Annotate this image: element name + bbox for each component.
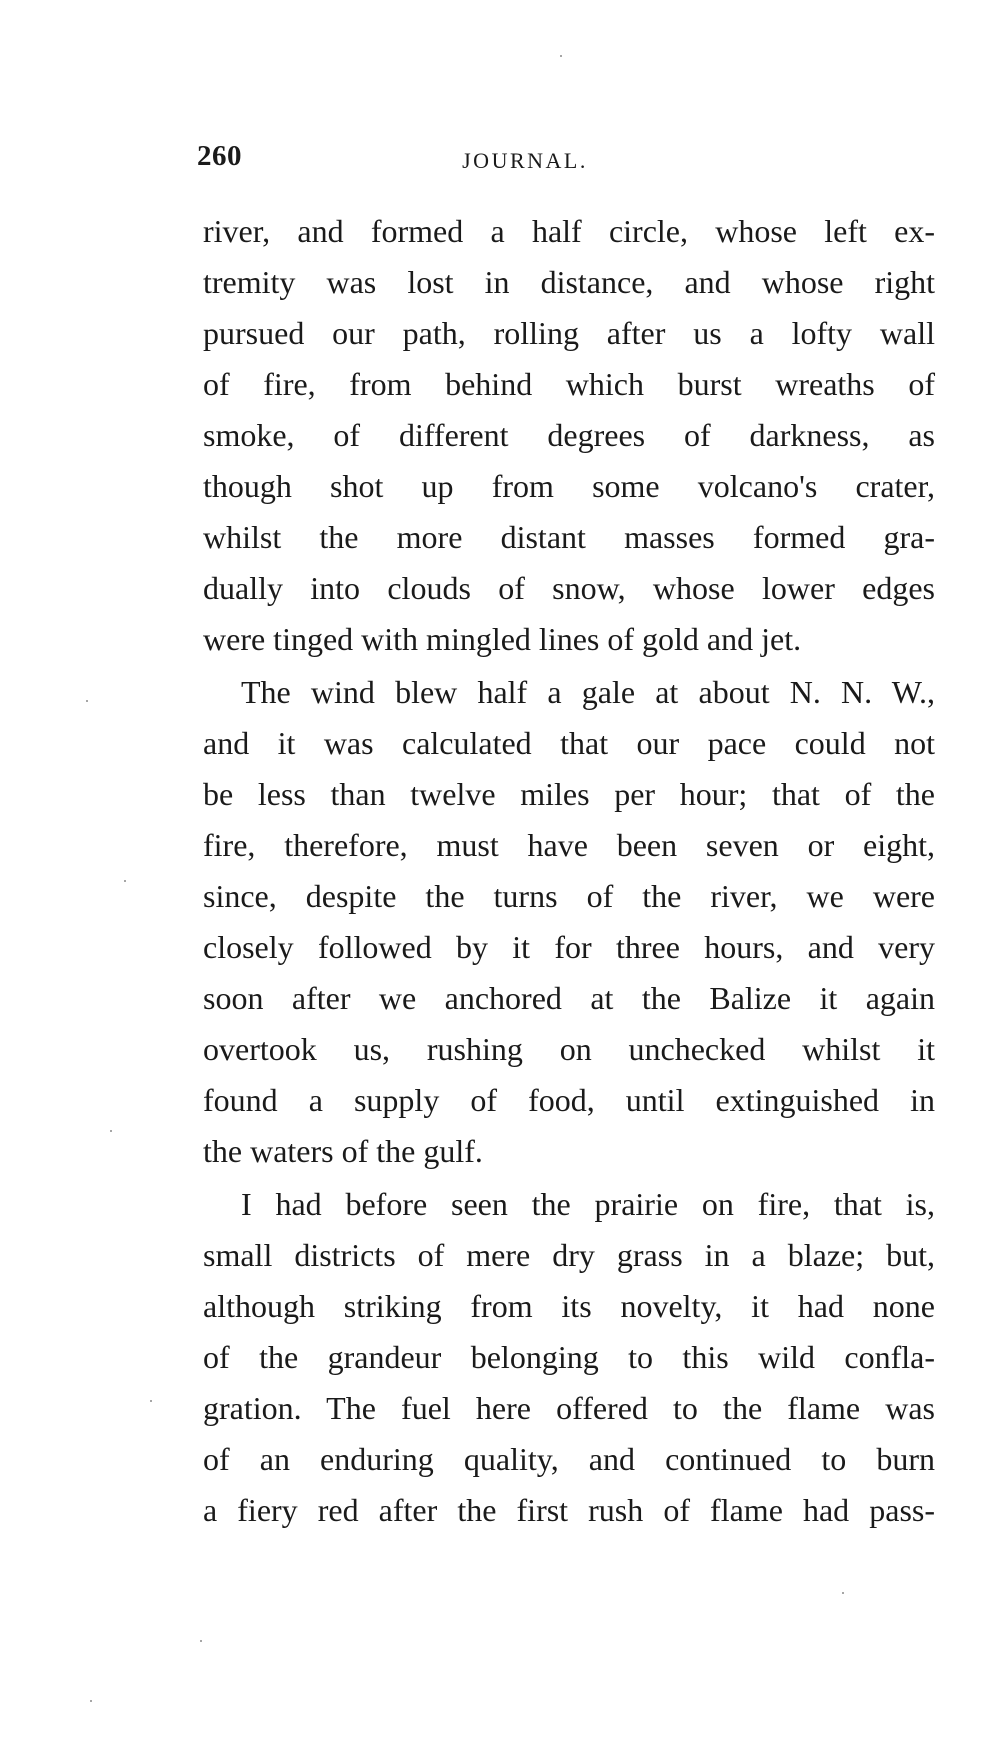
text-line: of an enduring quality, and continued to burn — [203, 1441, 935, 1477]
paragraph-2 — [203, 667, 935, 1177]
paper-speck — [124, 880, 126, 882]
text-line: the waters of the gulf. — [203, 1133, 483, 1169]
text-line: river, and formed a half circle, whose left ex- — [203, 213, 935, 249]
text-line: and it was calculated that our pace could not — [203, 725, 935, 761]
paper-speck — [90, 1700, 92, 1702]
text-line: found a supply of food, until extinguished in — [203, 1082, 935, 1118]
paper-speck — [110, 1130, 112, 1132]
text-line: I had before seen the prairie on fire, that is, — [241, 1186, 935, 1222]
paper-speck — [200, 1640, 202, 1642]
paper-speck — [86, 700, 88, 702]
text-line: whilst the more distant masses formed gra- — [203, 519, 935, 555]
paragraph-3 — [203, 1179, 935, 1536]
text-line: fire, therefore, must have been seven or eight, — [203, 827, 935, 863]
text-line: though shot up from some volcano's crater, — [203, 468, 935, 504]
text-line: pursued our path, rolling after us a lofty wall — [203, 315, 935, 351]
text-line: soon after we anchored at the Balize it again — [203, 980, 935, 1016]
text-line: of fire, from behind which burst wreaths of — [203, 366, 935, 402]
paper-speck — [560, 55, 562, 57]
text-line: overtook us, rushing on unchecked whilst it — [203, 1031, 935, 1067]
body-text — [203, 206, 935, 1536]
text-line: closely followed by it for three hours, and very — [203, 929, 935, 965]
text-line: of the grandeur belonging to this wild confla- — [203, 1339, 935, 1375]
text-line: since, despite the turns of the river, we were — [203, 878, 935, 914]
paragraph-1 — [203, 206, 935, 665]
paper-speck — [150, 1400, 152, 1402]
running-head: JOURNAL. — [462, 148, 588, 173]
text-line: small districts of mere dry grass in a blaze; but, — [203, 1237, 935, 1273]
text-line: were tinged with mingled lines of gold and jet. — [203, 621, 802, 657]
text-line: smoke, of different degrees of darkness, as — [203, 417, 935, 453]
text-line: dually into clouds of snow, whose lower edges — [203, 570, 935, 606]
text-line: gration. The fuel here offered to the flame was — [203, 1390, 935, 1426]
text-line: be less than twelve miles per hour; that of the — [203, 776, 935, 812]
paper-speck — [842, 1592, 844, 1594]
text-line: tremity was lost in distance, and whose right — [203, 264, 935, 300]
text-line: a fiery red after the first rush of flame had pass- — [203, 1492, 935, 1528]
text-line: The wind blew half a gale at about N. N. W., — [241, 674, 935, 710]
text-line: although striking from its novelty, it had none — [203, 1288, 935, 1324]
page-number: 260 — [197, 140, 242, 172]
